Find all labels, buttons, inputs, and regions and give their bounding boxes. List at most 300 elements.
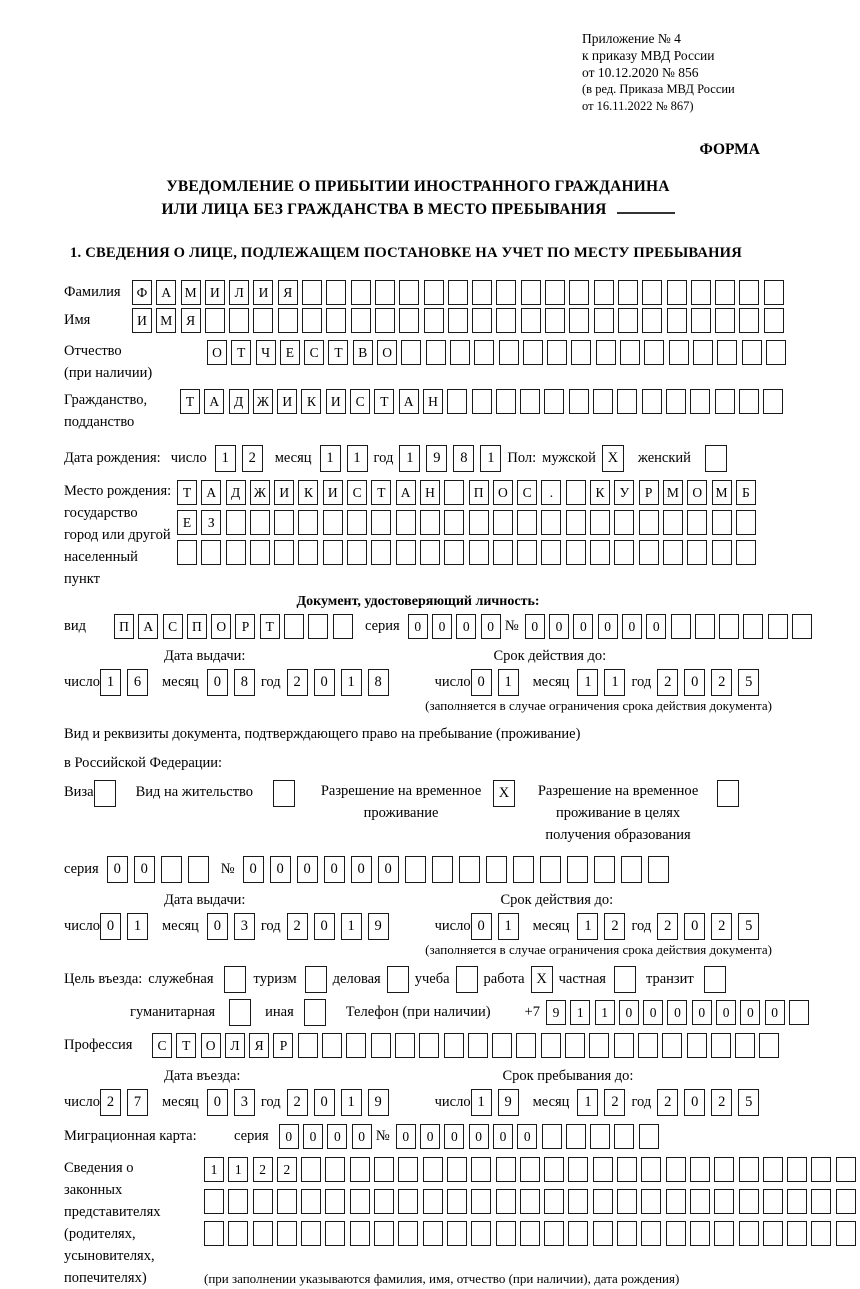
phone-cells[interactable] — [546, 1000, 813, 1025]
char-cell[interactable]: 0 — [471, 669, 492, 696]
char-cell[interactable]: С — [304, 340, 324, 365]
char-cell[interactable]: 0 — [765, 1000, 785, 1025]
char-cell[interactable] — [423, 1221, 443, 1246]
char-cell[interactable] — [618, 280, 638, 305]
char-cell[interactable] — [571, 340, 591, 365]
char-cell[interactable] — [641, 1157, 661, 1182]
char-cell[interactable] — [666, 1189, 686, 1214]
char-cell[interactable]: Т — [180, 389, 200, 414]
char-cell[interactable]: 0 — [351, 856, 372, 883]
char-cell[interactable] — [736, 510, 756, 535]
char-cell[interactable] — [566, 1124, 586, 1149]
purpose-work-checkbox[interactable]: X — [531, 966, 553, 993]
char-cell[interactable]: 2 — [287, 1089, 308, 1116]
char-cell[interactable] — [448, 280, 468, 305]
char-cell[interactable]: О — [201, 1033, 221, 1058]
char-cell[interactable]: И — [277, 389, 297, 414]
char-cell[interactable] — [493, 510, 513, 535]
char-cell[interactable] — [593, 1157, 613, 1182]
char-cell[interactable]: Е — [280, 340, 300, 365]
char-cell[interactable] — [594, 856, 615, 883]
id-valid-year-cells[interactable] — [657, 669, 765, 696]
representatives-row2-cells[interactable] — [204, 1189, 860, 1214]
char-cell[interactable] — [493, 540, 513, 565]
char-cell[interactable]: И — [326, 389, 346, 414]
char-cell[interactable]: М — [156, 308, 176, 333]
char-cell[interactable] — [617, 1221, 637, 1246]
char-cell[interactable] — [325, 1157, 345, 1182]
char-cell[interactable]: И — [323, 480, 343, 505]
char-cell[interactable]: 2 — [604, 913, 625, 940]
purpose-humanitarian-checkbox[interactable] — [229, 999, 251, 1026]
id-series-cells[interactable] — [408, 614, 505, 639]
char-cell[interactable] — [715, 389, 735, 414]
char-cell[interactable] — [739, 389, 759, 414]
char-cell[interactable]: 0 — [107, 856, 128, 883]
char-cell[interactable] — [690, 1221, 710, 1246]
char-cell[interactable]: 8 — [234, 669, 255, 696]
char-cell[interactable] — [302, 308, 322, 333]
char-cell[interactable]: 9 — [426, 445, 447, 472]
char-cell[interactable] — [836, 1189, 856, 1214]
char-cell[interactable] — [308, 614, 328, 639]
char-cell[interactable]: А — [201, 480, 221, 505]
char-cell[interactable]: 0 — [517, 1124, 537, 1149]
char-cell[interactable] — [540, 856, 561, 883]
char-cell[interactable] — [596, 340, 616, 365]
char-cell[interactable]: 1 — [215, 445, 236, 472]
char-cell[interactable]: Р — [639, 480, 659, 505]
char-cell[interactable] — [424, 308, 444, 333]
char-cell[interactable] — [325, 1221, 345, 1246]
char-cell[interactable] — [690, 389, 710, 414]
char-cell[interactable] — [565, 1033, 585, 1058]
char-cell[interactable] — [471, 1189, 491, 1214]
char-cell[interactable] — [594, 280, 614, 305]
char-cell[interactable] — [471, 1221, 491, 1246]
char-cell[interactable] — [420, 540, 440, 565]
char-cell[interactable]: 0 — [549, 614, 569, 639]
char-cell[interactable] — [593, 1221, 613, 1246]
char-cell[interactable]: 0 — [207, 1089, 228, 1116]
char-cell[interactable] — [205, 308, 225, 333]
char-cell[interactable]: 0 — [643, 1000, 663, 1025]
char-cell[interactable] — [399, 308, 419, 333]
char-cell[interactable] — [671, 614, 691, 639]
char-cell[interactable] — [642, 280, 662, 305]
char-cell[interactable] — [811, 1189, 831, 1214]
visa-checkbox[interactable] — [94, 780, 116, 807]
char-cell[interactable] — [278, 308, 298, 333]
char-cell[interactable] — [472, 280, 492, 305]
char-cell[interactable] — [520, 1189, 540, 1214]
char-cell[interactable]: 0 — [432, 614, 452, 639]
char-cell[interactable] — [617, 1157, 637, 1182]
char-cell[interactable] — [517, 540, 537, 565]
char-cell[interactable] — [568, 1157, 588, 1182]
purpose-study-checkbox[interactable] — [456, 966, 478, 993]
char-cell[interactable] — [719, 614, 739, 639]
char-cell[interactable] — [274, 540, 294, 565]
char-cell[interactable]: 1 — [228, 1157, 248, 1182]
char-cell[interactable] — [594, 308, 614, 333]
char-cell[interactable]: 2 — [100, 1089, 121, 1116]
birth-place-row2-cells[interactable] — [177, 510, 760, 535]
char-cell[interactable]: 0 — [684, 1089, 705, 1116]
char-cell[interactable] — [424, 280, 444, 305]
birth-day-cells[interactable] — [215, 445, 269, 472]
char-cell[interactable] — [325, 1189, 345, 1214]
char-cell[interactable]: 1 — [577, 1089, 598, 1116]
char-cell[interactable] — [639, 1124, 659, 1149]
char-cell[interactable] — [423, 1189, 443, 1214]
given-name-cells[interactable] — [132, 308, 788, 333]
char-cell[interactable]: 0 — [134, 856, 155, 883]
char-cell[interactable] — [333, 614, 353, 639]
char-cell[interactable] — [401, 340, 421, 365]
char-cell[interactable] — [739, 1221, 759, 1246]
representatives-row3-cells[interactable] — [204, 1221, 860, 1246]
char-cell[interactable] — [641, 1189, 661, 1214]
char-cell[interactable] — [301, 1221, 321, 1246]
char-cell[interactable]: Д — [229, 389, 249, 414]
purpose-other-checkbox[interactable] — [304, 999, 326, 1026]
char-cell[interactable] — [569, 389, 589, 414]
char-cell[interactable] — [541, 540, 561, 565]
char-cell[interactable] — [521, 308, 541, 333]
id-issue-month-cells[interactable] — [207, 669, 261, 696]
female-checkbox[interactable] — [705, 445, 727, 472]
char-cell[interactable]: И — [132, 308, 152, 333]
char-cell[interactable]: 2 — [287, 669, 308, 696]
char-cell[interactable]: 1 — [577, 913, 598, 940]
char-cell[interactable] — [226, 510, 246, 535]
char-cell[interactable] — [715, 308, 735, 333]
char-cell[interactable] — [593, 389, 613, 414]
char-cell[interactable]: 2 — [711, 913, 732, 940]
char-cell[interactable] — [253, 1189, 273, 1214]
char-cell[interactable] — [188, 856, 209, 883]
char-cell[interactable] — [614, 510, 634, 535]
char-cell[interactable] — [811, 1157, 831, 1182]
char-cell[interactable]: 0 — [279, 1124, 299, 1149]
char-cell[interactable] — [351, 308, 371, 333]
char-cell[interactable]: 9 — [498, 1089, 519, 1116]
char-cell[interactable] — [204, 1189, 224, 1214]
char-cell[interactable] — [374, 1189, 394, 1214]
char-cell[interactable]: 0 — [622, 614, 642, 639]
char-cell[interactable] — [620, 340, 640, 365]
char-cell[interactable]: 0 — [303, 1124, 323, 1149]
id-number-cells[interactable] — [525, 614, 817, 639]
char-cell[interactable]: А — [156, 280, 176, 305]
char-cell[interactable] — [398, 1189, 418, 1214]
char-cell[interactable] — [398, 1221, 418, 1246]
char-cell[interactable] — [277, 1221, 297, 1246]
char-cell[interactable]: 1 — [341, 1089, 362, 1116]
char-cell[interactable]: 9 — [546, 1000, 566, 1025]
char-cell[interactable]: 0 — [420, 1124, 440, 1149]
char-cell[interactable]: 0 — [314, 913, 335, 940]
char-cell[interactable] — [472, 308, 492, 333]
char-cell[interactable] — [444, 510, 464, 535]
char-cell[interactable] — [375, 308, 395, 333]
char-cell[interactable] — [398, 1157, 418, 1182]
char-cell[interactable]: М — [663, 480, 683, 505]
char-cell[interactable]: 0 — [573, 614, 593, 639]
char-cell[interactable] — [161, 856, 182, 883]
char-cell[interactable]: 5 — [738, 669, 759, 696]
char-cell[interactable] — [469, 540, 489, 565]
purpose-private-checkbox[interactable] — [614, 966, 636, 993]
char-cell[interactable] — [763, 1157, 783, 1182]
char-cell[interactable] — [593, 1189, 613, 1214]
char-cell[interactable] — [667, 280, 687, 305]
char-cell[interactable] — [735, 1033, 755, 1058]
char-cell[interactable] — [459, 856, 480, 883]
stay-day-cells[interactable] — [471, 1089, 525, 1116]
surname-cells[interactable] — [132, 280, 788, 305]
birth-place-row3-cells[interactable] — [177, 540, 760, 565]
char-cell[interactable]: 1 — [498, 669, 519, 696]
char-cell[interactable] — [568, 1189, 588, 1214]
char-cell[interactable]: 5 — [738, 1089, 759, 1116]
char-cell[interactable]: 0 — [408, 614, 428, 639]
char-cell[interactable] — [226, 540, 246, 565]
char-cell[interactable] — [589, 1033, 609, 1058]
char-cell[interactable] — [301, 1157, 321, 1182]
char-cell[interactable] — [201, 540, 221, 565]
char-cell[interactable]: 2 — [657, 913, 678, 940]
char-cell[interactable] — [567, 856, 588, 883]
char-cell[interactable] — [405, 856, 426, 883]
char-cell[interactable]: 2 — [657, 669, 678, 696]
char-cell[interactable]: К — [301, 389, 321, 414]
entry-day-cells[interactable] — [100, 1089, 154, 1116]
char-cell[interactable] — [486, 856, 507, 883]
char-cell[interactable] — [614, 1033, 634, 1058]
char-cell[interactable] — [544, 1157, 564, 1182]
char-cell[interactable] — [521, 280, 541, 305]
char-cell[interactable] — [448, 308, 468, 333]
char-cell[interactable]: 8 — [453, 445, 474, 472]
char-cell[interactable]: О — [211, 614, 231, 639]
char-cell[interactable]: 0 — [740, 1000, 760, 1025]
char-cell[interactable]: 1 — [347, 445, 368, 472]
char-cell[interactable]: 1 — [341, 913, 362, 940]
char-cell[interactable] — [346, 1033, 366, 1058]
char-cell[interactable] — [792, 614, 812, 639]
char-cell[interactable]: Т — [328, 340, 348, 365]
char-cell[interactable] — [496, 1157, 516, 1182]
char-cell[interactable] — [253, 1221, 273, 1246]
citizenship-cells[interactable] — [180, 389, 787, 414]
id-issue-day-cells[interactable] — [100, 669, 154, 696]
char-cell[interactable] — [742, 340, 762, 365]
char-cell[interactable] — [666, 389, 686, 414]
char-cell[interactable]: О — [377, 340, 397, 365]
char-cell[interactable]: 0 — [100, 913, 121, 940]
char-cell[interactable]: Т — [371, 480, 391, 505]
char-cell[interactable] — [590, 540, 610, 565]
char-cell[interactable] — [301, 1189, 321, 1214]
char-cell[interactable] — [469, 510, 489, 535]
char-cell[interactable] — [621, 856, 642, 883]
char-cell[interactable] — [432, 856, 453, 883]
char-cell[interactable] — [350, 1189, 370, 1214]
char-cell[interactable] — [374, 1221, 394, 1246]
char-cell[interactable]: Ф — [132, 280, 152, 305]
char-cell[interactable]: 0 — [525, 614, 545, 639]
char-cell[interactable] — [496, 280, 516, 305]
char-cell[interactable]: 2 — [287, 913, 308, 940]
char-cell[interactable] — [739, 1189, 759, 1214]
char-cell[interactable]: 0 — [456, 614, 476, 639]
char-cell[interactable] — [641, 1221, 661, 1246]
char-cell[interactable] — [323, 510, 343, 535]
char-cell[interactable] — [277, 1189, 297, 1214]
char-cell[interactable] — [250, 540, 270, 565]
char-cell[interactable]: 2 — [277, 1157, 297, 1182]
char-cell[interactable] — [374, 1157, 394, 1182]
patronymic-cells[interactable] — [207, 340, 790, 365]
char-cell[interactable]: П — [469, 480, 489, 505]
char-cell[interactable] — [687, 510, 707, 535]
char-cell[interactable]: 6 — [127, 669, 148, 696]
residence-valid-day-cells[interactable] — [471, 913, 525, 940]
char-cell[interactable]: 0 — [327, 1124, 347, 1149]
char-cell[interactable]: 1 — [471, 1089, 492, 1116]
char-cell[interactable]: И — [253, 280, 273, 305]
char-cell[interactable]: О — [687, 480, 707, 505]
char-cell[interactable]: 9 — [368, 913, 389, 940]
char-cell[interactable]: 0 — [444, 1124, 464, 1149]
char-cell[interactable]: З — [201, 510, 221, 535]
char-cell[interactable] — [520, 1221, 540, 1246]
char-cell[interactable]: 1 — [595, 1000, 615, 1025]
char-cell[interactable]: Н — [420, 480, 440, 505]
char-cell[interactable] — [450, 340, 470, 365]
char-cell[interactable] — [544, 1189, 564, 1214]
char-cell[interactable]: 1 — [604, 669, 625, 696]
char-cell[interactable] — [566, 540, 586, 565]
char-cell[interactable]: М — [712, 480, 732, 505]
char-cell[interactable]: П — [114, 614, 134, 639]
char-cell[interactable]: Ж — [253, 389, 273, 414]
purpose-transit-checkbox[interactable] — [704, 966, 726, 993]
char-cell[interactable] — [513, 856, 534, 883]
char-cell[interactable]: Т — [176, 1033, 196, 1058]
char-cell[interactable]: 2 — [242, 445, 263, 472]
char-cell[interactable] — [639, 510, 659, 535]
char-cell[interactable]: К — [298, 480, 318, 505]
char-cell[interactable] — [642, 308, 662, 333]
char-cell[interactable] — [298, 540, 318, 565]
birth-year-cells[interactable] — [399, 445, 507, 472]
char-cell[interactable] — [639, 540, 659, 565]
char-cell[interactable] — [371, 540, 391, 565]
char-cell[interactable]: 1 — [577, 669, 598, 696]
char-cell[interactable] — [544, 389, 564, 414]
char-cell[interactable]: 2 — [657, 1089, 678, 1116]
char-cell[interactable]: 0 — [378, 856, 399, 883]
char-cell[interactable]: 0 — [469, 1124, 489, 1149]
char-cell[interactable] — [666, 1221, 686, 1246]
purpose-tourism-checkbox[interactable] — [305, 966, 327, 993]
char-cell[interactable] — [648, 856, 669, 883]
birth-place-row1-cells[interactable] — [177, 480, 760, 505]
char-cell[interactable] — [284, 614, 304, 639]
char-cell[interactable]: 0 — [297, 856, 318, 883]
char-cell[interactable] — [444, 1033, 464, 1058]
entry-year-cells[interactable] — [287, 1089, 395, 1116]
char-cell[interactable]: М — [181, 280, 201, 305]
char-cell[interactable]: 1 — [127, 913, 148, 940]
entry-month-cells[interactable] — [207, 1089, 261, 1116]
char-cell[interactable]: 1 — [341, 669, 362, 696]
char-cell[interactable] — [472, 389, 492, 414]
char-cell[interactable] — [419, 1033, 439, 1058]
char-cell[interactable] — [395, 1033, 415, 1058]
char-cell[interactable] — [447, 389, 467, 414]
id-valid-month-cells[interactable] — [577, 669, 631, 696]
char-cell[interactable] — [690, 1157, 710, 1182]
char-cell[interactable] — [712, 540, 732, 565]
char-cell[interactable] — [712, 510, 732, 535]
char-cell[interactable] — [666, 1157, 686, 1182]
char-cell[interactable] — [617, 1189, 637, 1214]
char-cell[interactable]: О — [207, 340, 227, 365]
char-cell[interactable] — [520, 1157, 540, 1182]
char-cell[interactable]: . — [541, 480, 561, 505]
char-cell[interactable] — [444, 540, 464, 565]
char-cell[interactable] — [516, 1033, 536, 1058]
birth-month-cells[interactable] — [320, 445, 374, 472]
char-cell[interactable]: 7 — [127, 1089, 148, 1116]
char-cell[interactable]: 0 — [243, 856, 264, 883]
char-cell[interactable]: 0 — [471, 913, 492, 940]
char-cell[interactable] — [447, 1189, 467, 1214]
char-cell[interactable]: 1 — [498, 913, 519, 940]
char-cell[interactable] — [690, 1189, 710, 1214]
char-cell[interactable]: 0 — [396, 1124, 416, 1149]
char-cell[interactable]: 0 — [667, 1000, 687, 1025]
char-cell[interactable] — [714, 1221, 734, 1246]
char-cell[interactable] — [669, 340, 689, 365]
char-cell[interactable]: 3 — [234, 913, 255, 940]
char-cell[interactable]: 0 — [598, 614, 618, 639]
purpose-business-checkbox[interactable] — [387, 966, 409, 993]
char-cell[interactable]: 3 — [234, 1089, 255, 1116]
char-cell[interactable]: 1 — [480, 445, 501, 472]
char-cell[interactable] — [204, 1221, 224, 1246]
char-cell[interactable]: К — [590, 480, 610, 505]
char-cell[interactable] — [298, 510, 318, 535]
char-cell[interactable]: 1 — [204, 1157, 224, 1182]
id-issue-year-cells[interactable] — [287, 669, 395, 696]
char-cell[interactable] — [614, 1124, 634, 1149]
char-cell[interactable] — [590, 510, 610, 535]
char-cell[interactable]: А — [399, 389, 419, 414]
char-cell[interactable] — [714, 1157, 734, 1182]
char-cell[interactable] — [691, 308, 711, 333]
char-cell[interactable] — [763, 1221, 783, 1246]
temp-residence-checkbox[interactable]: X — [493, 780, 515, 807]
char-cell[interactable] — [496, 1221, 516, 1246]
stay-year-cells[interactable] — [657, 1089, 765, 1116]
char-cell[interactable] — [350, 1157, 370, 1182]
residence-series-cells[interactable] — [107, 856, 215, 883]
